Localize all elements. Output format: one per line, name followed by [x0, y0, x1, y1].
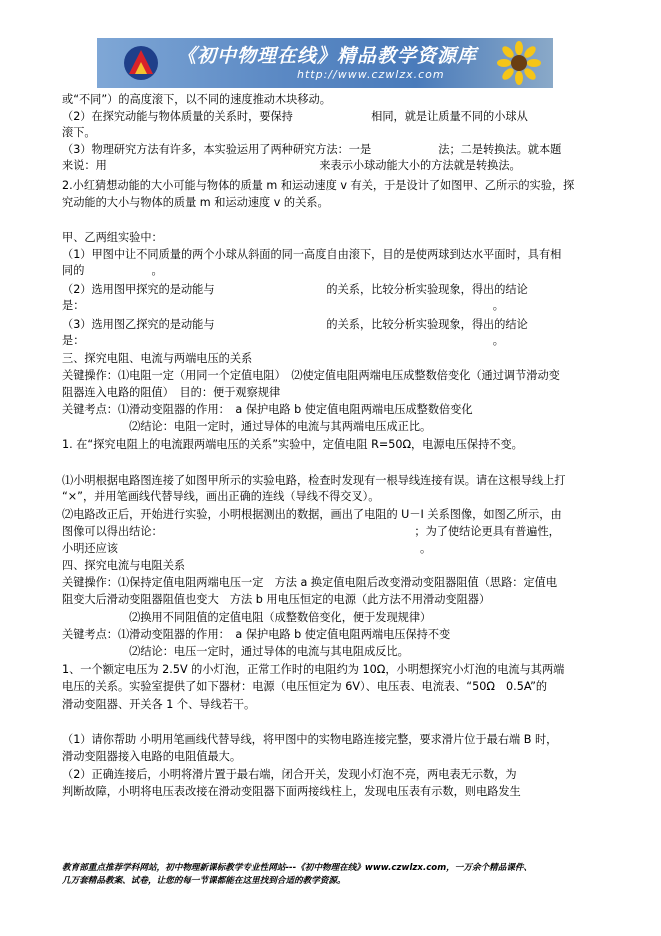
text-line: 判断故障，小明将电压表改接在滑动变阻器下面两接线柱上，发现电压表有示数，则电路发生	[62, 785, 521, 798]
text-line: 1、一个额定电压为 2.5V 的小灯泡，正常工作时的电阻约为 10Ω，小明想探究小灯泡的电流与其两端	[62, 663, 565, 676]
text-line: 来说：用 来表示小球动能大小的方法就是转换法。	[62, 159, 521, 172]
text-line: （3）物理研究方法有许多，本实验运用了两种研究方法：一是 法；二是转换法。就本题	[62, 143, 562, 156]
text-line: 关键操作：⑴电阻一定（用同一个定值电阻） ⑵使定值电阻两端电压成整数倍变化（通过调节滑动变	[62, 369, 560, 382]
text-line: ⑵结论：电阻一定时，通过导体的电流与其两端电压成正比。	[62, 420, 432, 433]
footer-line: 教育部重点推荐学科网站，初中物理新课标教学专业性网站---《初中物理在线》www.czwlzx.com，一万余个精品课件、	[62, 863, 533, 873]
text-line: ⑵电路改正后，开始进行实验，小明根据测出的数据，画出了电阻的 U－I 关系图像，如图乙所示，由	[62, 508, 562, 521]
text-line: （3）选用图乙探究的是动能与 的关系，比较分析实验现象，得出的结论	[62, 318, 528, 331]
header-banner	[97, 38, 553, 88]
text-line: 阻变大后滑动变阻器阻值也变大 方法 b 用电压恒定的电源（此方法不用滑动变阻器）	[62, 593, 491, 606]
text-line: “×”，并用笔画线代替导线，画出正确的连线（导线不得交叉）。	[62, 490, 380, 503]
section-heading: 三、探究电阻、电流与两端电压的关系	[62, 352, 253, 365]
text-line: 滑动变阻器接入电路的电阻值最大。	[62, 750, 242, 763]
text-line: （1）甲图中让不同质量的两个小球从斜面的同一高度自由滚下，目的是使两球到达水平面时，具有相	[62, 248, 562, 261]
text-line: 或“不同”）的高度滚下，以不同的速度推动木块移动。	[62, 93, 331, 106]
text-line: （2）在探究动能与物体质量的关系时，要保持 相同，就是让质量不同的小球从	[62, 110, 528, 123]
text-line: 滑动变阻器、开关各 1 个、导线若干。	[62, 698, 256, 711]
text-line: 电压的关系。实验室提供了如下器材：电源（电压恒定为 6V）、电压表、电流表、“50Ω 0.5A”的	[62, 680, 548, 693]
text-line: 究动能的大小与物体的质量 m 和运动速度 v 的关系。	[62, 196, 329, 209]
sunflower-icon	[489, 40, 549, 86]
text-line: 是： 。	[62, 299, 504, 312]
text-line: 关键考点：⑴滑动变阻器的作用： a 保护电路 b 使定值电阻两端电压成整数倍变化	[62, 403, 473, 416]
text-line: ⑵换用不同阻值的定值电阻（成整数倍变化，便于发现规律）	[62, 611, 432, 624]
text-line: （1）请你帮助 小明用笔画线代替导线，将甲图中的实物电路连接完整，要求滑片位于最右端 B 时，	[62, 733, 558, 746]
footer-line: 几万套精品教案、试卷，让您的每一节课都能在这里找到合适的教学资源。	[62, 876, 346, 886]
text-line: 关键考点：⑴滑动变阻器的作用： a 保护电路 b 使定值电阻两端电压保持不变	[62, 628, 451, 641]
text-line: 小明还应该 。	[62, 542, 432, 555]
banner-title: 《初中物理在线》精品教学资源库	[177, 45, 478, 67]
banner-url: http://www.czwlzx.com	[297, 68, 445, 81]
text-line: （2）正确连接后，小明将滑片置于最右端，闭合开关，发现小灯泡不亮，两电表无示数，为	[62, 768, 517, 781]
text-line: 是： 。	[62, 334, 504, 347]
section-heading: 四、探究电流与电阻关系	[62, 559, 186, 572]
text-line: ⑴小明根据电路图连接了如图甲所示的实验电路，检查时发现有一根导线连接有误。请在这根导线上打	[62, 474, 566, 487]
text-line: 同的 。	[62, 264, 163, 277]
site-logo-icon	[121, 44, 161, 82]
text-line: 1. 在“探究电阻上的电流跟两端电压的关系”实验中，定值电阻 R=50Ω，电源电压保持不变。	[62, 438, 523, 451]
text-line: 滚下。	[62, 126, 96, 139]
text-line: 甲、乙两组实验中：	[62, 231, 163, 244]
page-footer	[62, 862, 532, 888]
text-line: 阻器连入电路的阻值） 目的：便于观察规律	[62, 386, 281, 399]
text-line: （2）选用图甲探究的是动能与 的关系，比较分析实验现象，得出的结论	[62, 283, 528, 296]
text-line: ⑵结论：电压一定时，通过导体的电流与其电阻成反比。	[62, 645, 409, 658]
text-line: 2.小红猜想动能的大小可能与物体的质量 m 和运动速度 v 有关，于是设计了如图甲、乙所示的实验，探	[62, 179, 575, 192]
text-line: 关键操作：⑴保持定值电阻两端电压一定 方法 a 换定值电阻后改变滑动变阻器阻值（思路：定值电	[62, 576, 558, 589]
text-line: 图像可以得出结论： ；为了使结论更具有普遍性，	[62, 525, 560, 538]
